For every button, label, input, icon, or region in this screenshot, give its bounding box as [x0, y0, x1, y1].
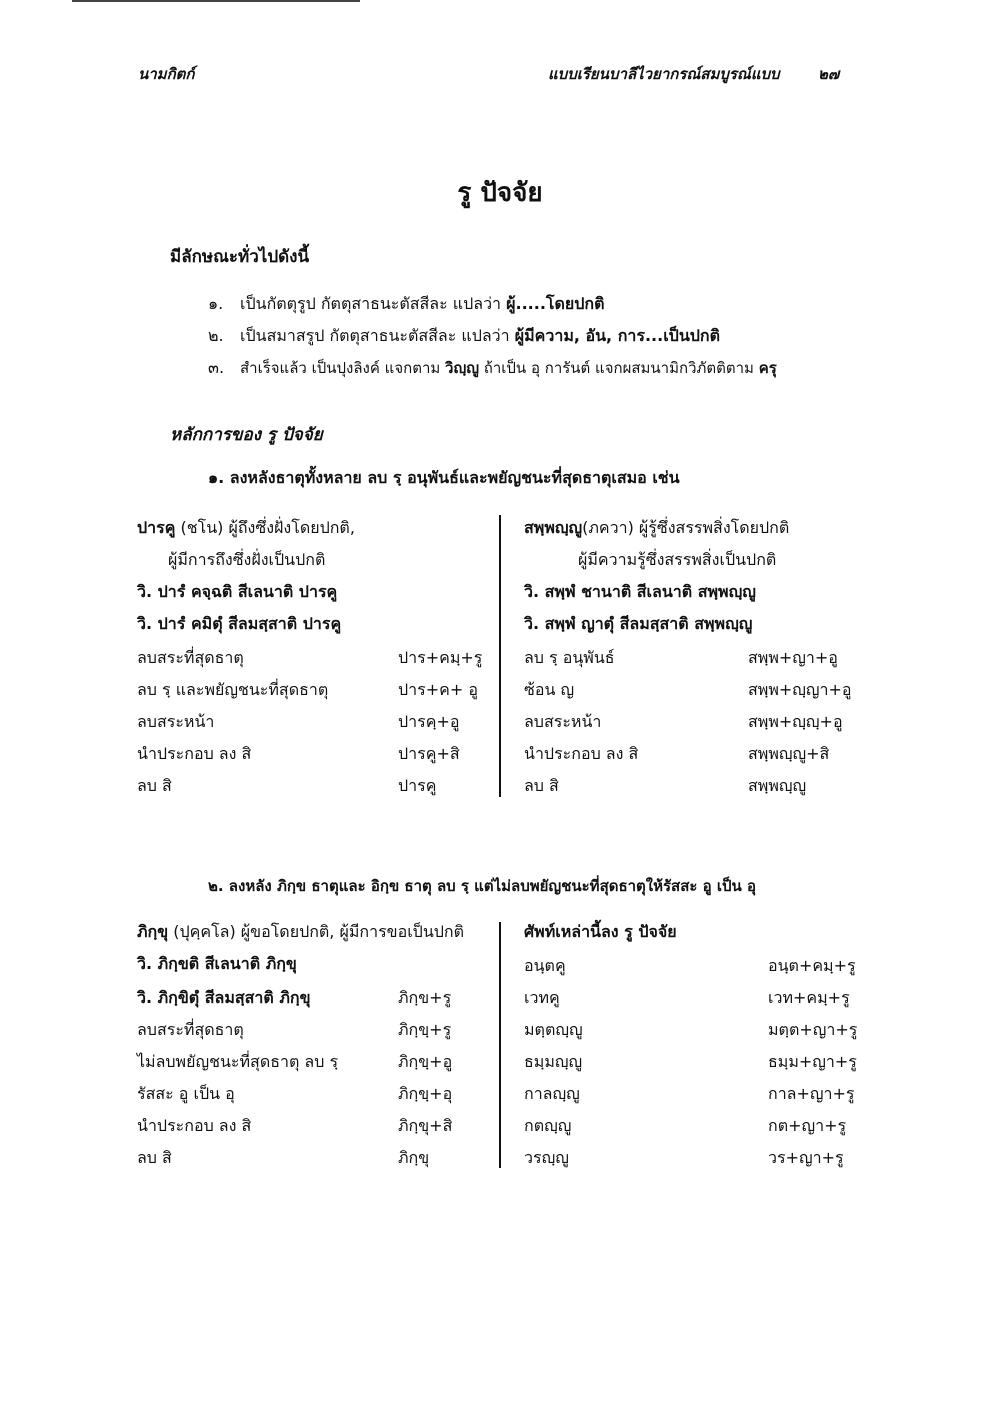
- rule-1: ๑. ลงหลังธาตุทั้งหลาย ลบ รฺ อนุพันธ์และพยัญชนะที่สุดธาตุเสมอ เช่น: [208, 468, 680, 487]
- list-word: อนฺตคู: [524, 956, 566, 975]
- step-label: ลบสระที่สุดธาตุ: [137, 648, 244, 667]
- step-label: รัสสะ อู เป็น อุ: [137, 1084, 235, 1103]
- step-label: ลบสระหน้า: [137, 712, 215, 731]
- characteristic-number: ๒.: [208, 326, 224, 345]
- characteristic-number: ๑.: [208, 294, 224, 313]
- word-entry: ปารคู (ชโน) ผู้ถึงซึ่งฝั่งโดยปกติ,: [137, 518, 355, 537]
- step-label: นำประกอบ ลง สิ: [137, 744, 252, 763]
- step-form: สพฺพญฺญู: [748, 776, 807, 795]
- step-label: ลบสระหน้า: [524, 712, 602, 731]
- step-form: ปารคฺ+อู: [398, 712, 460, 731]
- analysis-line: วิ. ภิกฺขติ สีเลนาติ ภิกฺขุ: [137, 954, 297, 973]
- column-divider: [499, 922, 501, 1168]
- page-title: รู ปัจจัย: [457, 178, 543, 208]
- page-number: ๒๗: [818, 65, 840, 83]
- analysis-line: วิ. สพฺพํ ชานาติ สีเลนาติ สพฺพญฺญู: [524, 582, 756, 601]
- step-label: นำประกอบ ลง สิ: [137, 1116, 252, 1135]
- list-form: ธมฺม+ญา+รู: [768, 1052, 857, 1071]
- column-divider: [499, 515, 501, 797]
- list-word: กาลญฺญู: [524, 1084, 580, 1103]
- word-meaning: ผู้มีความรู้ซึ่งสรรพสิ่งเป็นปกติ: [578, 550, 777, 569]
- step-form: ภิกฺข+รู: [398, 988, 452, 1007]
- step-form: สพฺพ+ญฺญฺ+อู: [748, 712, 843, 731]
- list-word: เวทคู: [524, 988, 560, 1007]
- step-form: ปารคู+สิ: [398, 744, 460, 763]
- step-form: ภิกฺขฺ+รู: [398, 1020, 452, 1039]
- step-form: ภิกฺขุ+สิ: [398, 1116, 453, 1135]
- step-label: ลบสระที่สุดธาตุ: [137, 1020, 244, 1039]
- analysis-line: วิ. ภิกฺขิตุํ สีลมสฺสาติ ภิกฺขุ: [137, 988, 311, 1007]
- list-word: ธมฺมญฺญู: [524, 1052, 583, 1071]
- step-form: ภิกฺขฺ+อู: [398, 1052, 453, 1071]
- list-form: มตฺต+ญา+รู: [768, 1020, 858, 1039]
- step-form: สพฺพญฺญู+สิ: [748, 744, 830, 763]
- step-form: สพฺพ+ญฺญา+อู: [748, 680, 852, 699]
- word-entry: ภิกฺขุ (ปุคฺคโล) ผู้ขอโดยปกติ, ผู้มีการขอเป็นปกติ: [137, 922, 465, 941]
- characteristic-item: เป็นกัตตุรูป กัตตุสาธนะตัสสีละ แปลว่า ผู้.....โดยปกติ: [240, 294, 605, 313]
- rule-2: ๒. ลงหลัง ภิกฺข ธาตุและ อิกฺข ธาตุ ลบ รฺ แต่ไม่ลบพยัญชนะที่สุดธาตุให้รัสสะ อู เป็น อุ: [208, 877, 757, 895]
- step-label: ลบ รฺ และพยัญชนะที่สุดธาตุ: [137, 680, 329, 699]
- step-form: ภิกฺขุ: [398, 1148, 430, 1167]
- characteristic-item: สำเร็จแล้ว เป็นปุงลิงค์ แจกตาม วิญฺญู ถ้าเป็น อุ การันต์ แจกผสมนามิกวิภัตติตาม ครุ: [240, 359, 777, 377]
- step-form: สพฺพ+ญา+อู: [748, 648, 838, 667]
- step-label: ลบ สิ: [137, 776, 172, 795]
- header-right: แบบเรียนบาลีไวยากรณ์สมบูรณ์แบบ: [548, 65, 780, 83]
- list-form: เวท+คมฺ+รู: [768, 988, 850, 1007]
- step-form: ปาร+ค+ อู: [398, 680, 478, 699]
- analysis-line: วิ. สพฺพํ ญาตุํ สีลมสฺสาติ สพฺพญฺญู: [524, 614, 753, 633]
- analysis-line: วิ. ปารํ คมิตุํ สีลมสฺสาติ ปารคู: [137, 614, 342, 633]
- list-word: วรญฺญู: [524, 1148, 569, 1167]
- list-word: มตฺตญฺญู: [524, 1020, 583, 1039]
- characteristic-number: ๓.: [208, 358, 225, 377]
- list-form: กต+ญา+รู: [768, 1116, 847, 1135]
- step-label: ซ้อน ญ: [524, 680, 575, 699]
- list-form: วร+ญา+รู: [768, 1148, 844, 1167]
- list-form: อนฺต+คมฺ+รู: [768, 956, 856, 975]
- step-form: ปาร+คมฺ+รู: [398, 648, 483, 667]
- top-rule: [72, 0, 360, 2]
- step-label: ลบ สิ: [524, 776, 559, 795]
- step-form: ปารคู: [398, 776, 437, 795]
- step-form: ภิกฺขฺ+อุ: [398, 1084, 453, 1103]
- step-label: ลบ รฺ อนุพันธ์: [524, 648, 615, 667]
- principles-heading: หลักการของ รู ปัจจัย: [170, 425, 323, 445]
- characteristic-item: เป็นสมาสรูป กัตตุสาธนะตัสสีละ แปลว่า ผู้มีความ, อัน, การ...เป็นปกติ: [240, 326, 720, 345]
- header-left: นามกิตก์: [138, 65, 195, 83]
- step-label: ลบ สิ: [137, 1148, 172, 1167]
- characteristics-heading: มีลักษณะทั่วไปดังนี้: [170, 247, 310, 267]
- word-entry: สพฺพญฺญู(ภควา) ผู้รู้ซึ่งสรรพสิ่งโดยปกติ: [524, 518, 790, 537]
- step-label: นำประกอบ ลง สิ: [524, 744, 639, 763]
- step-label: ไม่ลบพยัญชนะที่สุดธาตุ ลบ รฺ: [137, 1052, 339, 1071]
- word-meaning: ผู้มีการถึงซึ่งฝั่งเป็นปกติ: [168, 550, 326, 569]
- word-list-heading: ศัพท์เหล่านี้ลง รู ปัจจัย: [524, 922, 677, 941]
- list-word: กตญฺญู: [524, 1116, 572, 1135]
- analysis-line: วิ. ปารํ คจฺฉติ สีเลนาติ ปารคู: [137, 582, 338, 601]
- list-form: กาล+ญา+รู: [768, 1084, 855, 1103]
